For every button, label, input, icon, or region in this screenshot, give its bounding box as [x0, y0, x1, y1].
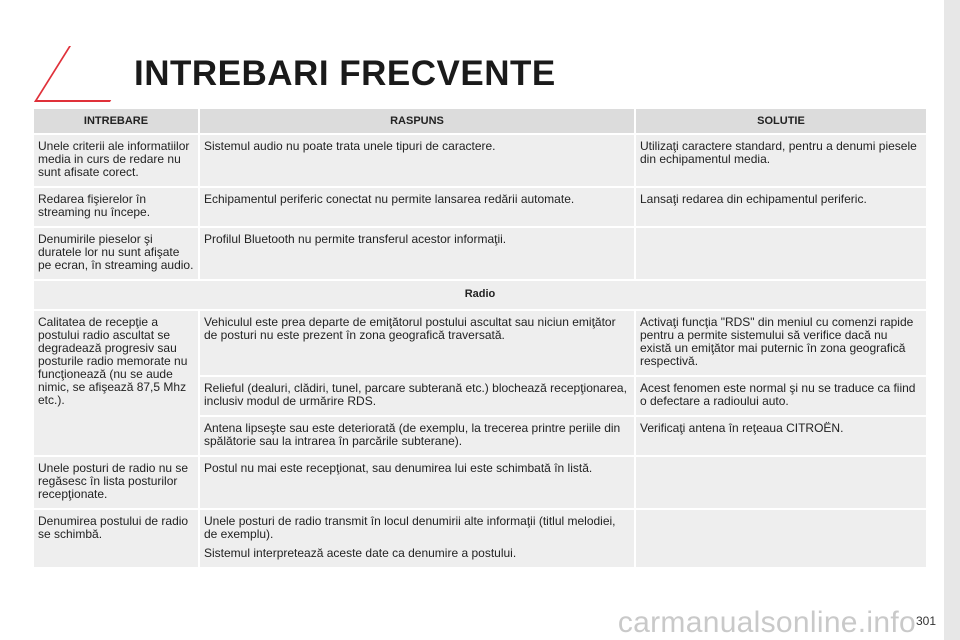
solution-cell: Utilizaţi caractere standard, pentru a denumi piesele din echipamentul media. [636, 135, 926, 186]
header-answer: RASPUNS [200, 109, 634, 133]
faq-table [32, 107, 928, 569]
answer-cell: Vehiculul este prea departe de emiţătorul postului ascultat sau niciun emiţător de posturi nu este prezent în zona geografică traversată. [200, 311, 634, 375]
question-cell: Redarea fişierelor în streaming nu începe. [34, 188, 198, 226]
section-row [34, 281, 926, 309]
solution-cell: Lansaţi redarea din echipamentul periferic. [636, 188, 926, 226]
corner-accent-mark [34, 46, 145, 102]
solution-cell: Verificaţi antena în reţeaua CITROËN. [636, 417, 926, 455]
answer-cell [200, 510, 634, 567]
question-cell: Calitatea de recepţie a postului radio ascultat se degradează progresiv sau posturile radio memorate nu funcţionează (nu se aude nimic, se afişează 87,5 Mhz etc.). [34, 311, 198, 455]
header-solution: SOLUTIE [636, 109, 926, 133]
answer-cell: Profilul Bluetooth nu permite transferul acestor informaţii. [200, 228, 634, 279]
answer-paragraph: Unele posturi de radio transmit în locul denumirii alte informaţii (titlul melodiei, de exemplu). [204, 514, 616, 541]
answer-cell: Relieful (dealuri, clădiri, tunel, parcare subterană etc.) blochează recepţionarea, inclusiv modul de urmărire RDS. [200, 377, 634, 415]
solution-cell [636, 510, 926, 567]
question-cell: Denumirile pieselor şi duratele lor nu sunt afişate pe ecran, în streaming audio. [34, 228, 198, 279]
page-title: INTREBARI FRECVENTE [134, 54, 556, 93]
table-row [34, 228, 926, 279]
solution-cell: Activaţi funcţia "RDS" din meniul cu comenzi rapide pentru a permite sistemului să verifice dacă nu există un emiţător mai puternic în zona geografică respectivă. [636, 311, 926, 375]
page-edge-strip [944, 0, 960, 640]
answer-cell: Postul nu mai este recepţionat, sau denumirea lui este schimbată în listă. [200, 457, 634, 508]
question-cell: Unele criterii ale informatiilor media in curs de redare nu sunt afisate corect. [34, 135, 198, 186]
solution-cell [636, 228, 926, 279]
table-row [34, 510, 926, 567]
solution-cell: Acest fenomen este normal şi nu se traduce ca fiind o defectare a radioului auto. [636, 377, 926, 415]
answer-cell: Echipamentul periferic conectat nu permite lansarea redării automate. [200, 188, 634, 226]
watermark-text: carmanualsonline.info [617, 606, 916, 639]
page-number: 301 [915, 614, 936, 628]
question-cell: Unele posturi de radio nu se regăsesc în lista posturilor recepţionate. [34, 457, 198, 508]
answer-cell: Sistemul audio nu poate trata unele tipuri de caractere. [200, 135, 634, 186]
table-row [34, 457, 926, 508]
question-cell: Denumirea postului de radio se schimbă. [34, 510, 198, 567]
table-header-row [34, 109, 926, 133]
solution-cell [636, 457, 926, 508]
table-row [34, 135, 926, 186]
answer-paragraph: Sistemul interpretează aceste date ca denumire a postului. [204, 546, 517, 560]
answer-cell: Antena lipseşte sau este deteriorată (de exemplu, la trecerea printre periile din spălătorie sau la intrarea în parcările subterane). [200, 417, 634, 455]
header-question: INTREBARE [34, 109, 198, 133]
table-row [34, 188, 926, 226]
table-row [34, 311, 926, 375]
section-title-radio: Radio [34, 281, 926, 309]
